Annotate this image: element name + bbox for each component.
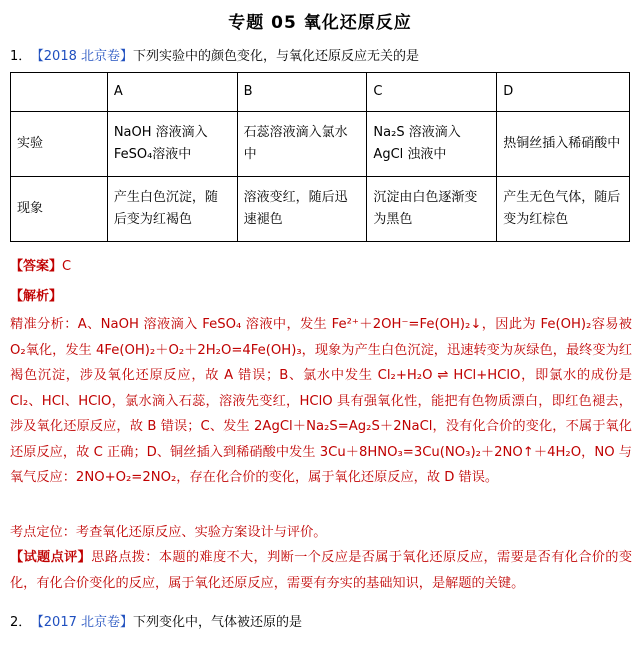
answer-value: C: [62, 259, 72, 274]
table-header-cell: A: [107, 73, 237, 112]
row-label-phenomenon: 现象: [11, 177, 108, 242]
analysis-label: 【解析】: [10, 289, 63, 304]
table-header-cell: [11, 73, 108, 112]
table-header-row: [11, 73, 630, 112]
experiment-table: [10, 72, 630, 242]
comment-text: 思路点拨：本题的难度不大，判断一个反应是否属于氧化还原反应，需要是否有化合价的变化，有化合价变化的反应，属于氧化还原反应，需要有夯实的基础知识，是解题的关键。: [10, 550, 633, 591]
table-cell: 产生白色沉淀，随后变为红褐色: [107, 177, 237, 242]
table-row-experiment: [11, 112, 630, 177]
comment-block: [10, 545, 632, 596]
table-cell: 热铜丝插入稀硝酸中: [497, 112, 630, 177]
question-1-number: 1．: [10, 49, 32, 64]
question-1-stem: 下列实验中的颜色变化，与氧化还原反应无关的是: [133, 49, 420, 64]
answer-label: 【答案】: [10, 259, 63, 274]
page-title: 专题 05 氧化还原反应: [228, 13, 412, 33]
table-cell: 石蕊溶液滴入氯水中: [237, 112, 367, 177]
question-2-stem: 下列变化中，气体被还原的是: [133, 615, 303, 630]
table-header-cell: B: [237, 73, 367, 112]
question-2-line: [10, 611, 302, 630]
table-cell: Na₂S 溶液滴入 AgCl 浊液中: [367, 112, 497, 177]
table-cell: 溶液变红，随后迅速褪色: [237, 177, 367, 242]
table-cell: 产生无色气体，随后变为红棕色: [497, 177, 630, 242]
table-header-cell: C: [367, 73, 497, 112]
table-header-cell: D: [497, 73, 630, 112]
question-1-line: [10, 45, 419, 64]
comment-label: 【试题点评】: [10, 550, 92, 565]
question-2-number: 2．: [10, 615, 32, 630]
row-label-experiment: 实验: [11, 112, 108, 177]
analysis-text: 精准分析：A、NaOH 溶液滴入 FeSO₄ 溶液中，发生 Fe²⁺＋2OH⁻=Fe(OH)₂↓，因此为 Fe(OH)₂容易被 O₂氧化，发生 4Fe(OH)₂＋O₂＋2H₂O=4Fe(OH)₃，现象为产生白色沉淀，迅速转变为灰绿色，最终变为红褐色沉淀，涉及氧化还原反应，故 A 错误；B、氯水中发生 Cl₂+H₂O ⇌ HCl+HClO，即氯水的成份是 Cl₂、HCl、HClO，氯水滴入石蕊，溶液先变红，HClO 具有强氧化性，能把有色物质漂白，即红色褪去，涉及氧化还原反应，故 B 错误；C、发生 2AgCl＋Na₂S=Ag₂S＋2NaCl，没有化合价的变化，不属于氧化还原反应，故 C 正确；D、铜丝插入到稀硝酸中发生 3Cu＋8HNO₃=3Cu(NO₃)₂＋2NO↑＋4H₂O，NO 与氧气反应：2NO+O₂=2NO₂，存在化合价的变化，属于氧化还原反应，故 D 错误。: [10, 317, 632, 485]
question-2-source: 【2017 北京卷】: [37, 615, 133, 630]
table-cell: NaOH 溶液滴入 FeSO₄溶液中: [107, 112, 237, 177]
key-point: 考点定位：考查氧化还原反应、实验方案设计与评价。: [10, 525, 327, 540]
table-row-phenomenon: [11, 177, 630, 242]
table-cell: 沉淀由白色逐渐变为黑色: [367, 177, 497, 242]
answer-line: [10, 255, 71, 274]
question-1-source: 【2018 北京卷】: [37, 49, 133, 64]
